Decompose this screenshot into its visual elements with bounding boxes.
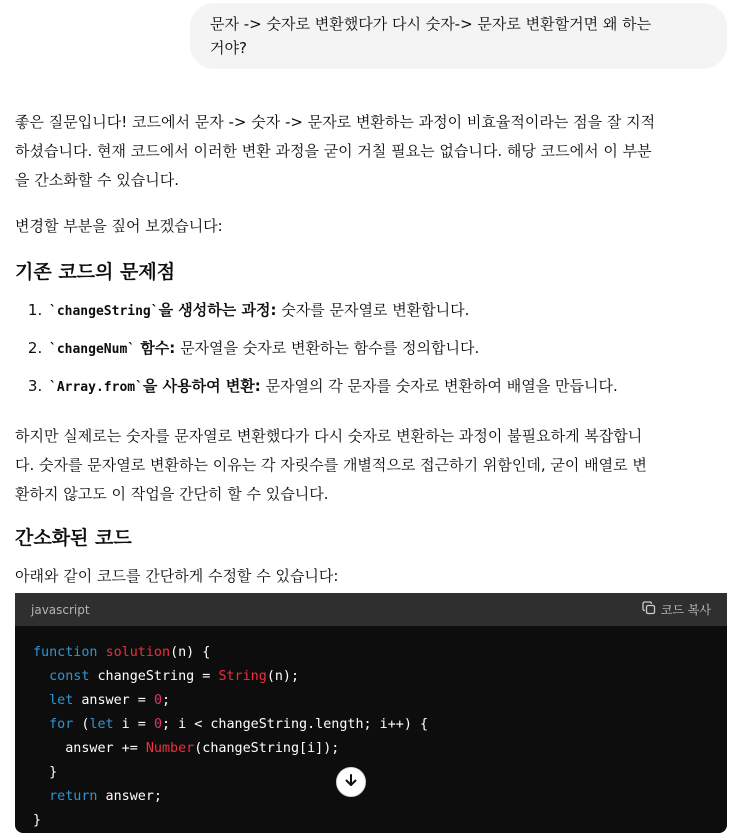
code-token: const [49, 669, 90, 684]
copy-code-label: 코드 복사 [660, 603, 711, 617]
code-block [15, 593, 727, 833]
user-message-line: 문자 -> 숫자로 변환했다가 다시 숫자-> 문자로 변환할거면 왜 하는 [210, 15, 652, 33]
code-line: for (let i = 0; i < changeString.length; i++) { [49, 717, 429, 732]
code-token: solution [105, 645, 171, 660]
code-token: 0 [153, 693, 162, 708]
inline-code: `Array.from` [49, 380, 143, 395]
note-line: 다. 숫자를 문자열로 변환하는 이유는 각 자릿수를 개별적으로 접근하기 위함인데, 굳이 배열로 변 [15, 456, 647, 474]
code-token: 0 [153, 717, 162, 732]
issue-item [47, 292, 727, 330]
scroll-to-bottom-button[interactable] [336, 767, 366, 797]
note-line: 환하지 않고도 이 작업을 간단히 할 수 있습니다. [15, 485, 329, 503]
issue-bold-label: 함수: [135, 339, 176, 357]
code-token: let [89, 717, 114, 732]
issue-item [47, 368, 727, 406]
assistant-answer [15, 108, 727, 591]
issue-item [47, 330, 727, 368]
intro-line: 을 간소화할 수 있습니다. [15, 171, 179, 189]
note-paragraph [15, 422, 727, 509]
code-token: for [49, 717, 74, 732]
issues-heading: 기존 코드의 문제점 [15, 261, 176, 283]
arrow-down-icon [343, 772, 359, 792]
code-line: } [33, 765, 58, 780]
issue-text: 문자열을 숫자로 변환하는 함수를 정의합니다. [175, 339, 480, 357]
code-header [15, 593, 727, 626]
code-line: return answer; [49, 789, 162, 804]
code-line: let answer = 0; [49, 693, 171, 708]
intro-paragraph [15, 108, 727, 195]
simplified-heading: 간소화된 코드 [15, 527, 132, 549]
simplified-lead: 아래와 같이 코드를 간단하게 수정할 수 있습니다: [15, 567, 339, 585]
code-line: answer += Number(changeString[i]); [33, 741, 340, 756]
intro-line: 하셨습니다. 현재 코드에서 이러한 변환 과정을 굳이 거칠 필요는 없습니다. 해당 코드에서 이 부분 [15, 142, 652, 160]
user-message-bubble [190, 3, 727, 69]
issue-text: 숫자를 문자열로 변환합니다. [276, 301, 470, 319]
code-token: return [49, 789, 98, 804]
code-language-label: javascript [31, 602, 90, 617]
user-message-line: 거야? [210, 39, 247, 57]
plan-paragraph: 변경할 부분을 짚어 보겠습니다: [15, 217, 223, 235]
code-body[interactable] [15, 626, 727, 833]
issue-bold-label: 을 사용하여 변환: [142, 377, 261, 395]
code-token: let [49, 693, 74, 708]
code-line: const changeString = String(n); [49, 669, 300, 684]
code-token: String [218, 669, 267, 684]
code-token: Number [145, 741, 195, 756]
code-line: } [33, 813, 42, 828]
issue-bold-label: 을 생성하는 과정: [158, 301, 277, 319]
copy-code-button[interactable] [642, 601, 711, 618]
code-token: function [33, 645, 98, 660]
note-line: 하지만 실제로는 숫자를 문자열로 변환했다가 다시 숫자로 변환하는 과정이 불필요하게 복잡합니 [15, 427, 643, 445]
issue-text: 문자열의 각 문자를 숫자로 변환하여 배열을 만듭니다. [260, 377, 618, 395]
inline-code: `changeNum` [49, 342, 136, 357]
code-line: function solution(n) { [33, 645, 211, 660]
copy-icon [642, 601, 656, 618]
inline-code: `changeString` [49, 304, 159, 319]
issues-list [15, 292, 727, 406]
intro-line: 좋은 질문입니다! 코드에서 문자 -> 숫자 -> 문자로 변환하는 과정이 비효율적이라는 점을 잘 지적 [15, 113, 656, 131]
